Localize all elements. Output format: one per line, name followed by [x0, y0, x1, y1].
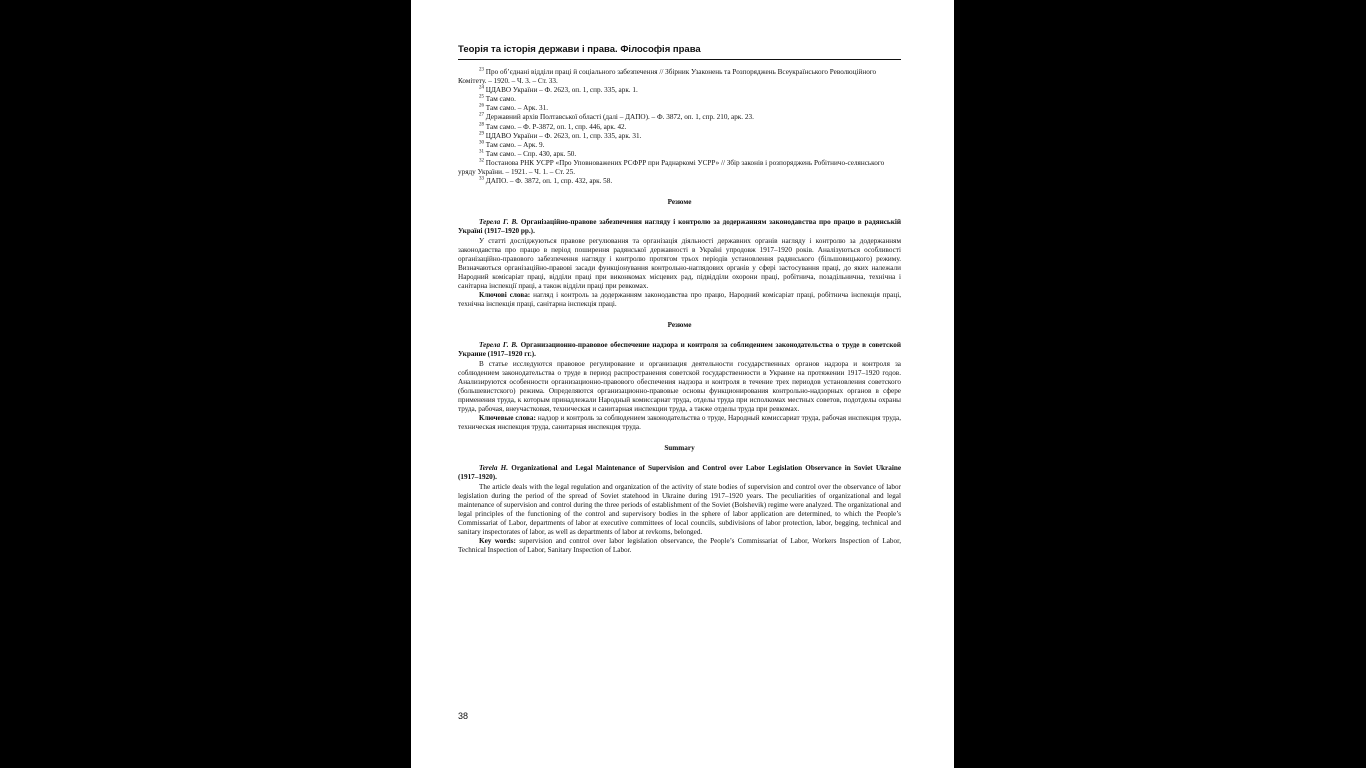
summary-english	[458, 444, 901, 555]
summary-russian	[458, 321, 901, 432]
page-body	[458, 68, 901, 555]
footnote: $^{31}$ Там само. – Спр. 430, арк. 50.	[479, 149, 577, 158]
footnote: $^{27}$ Державний архів Полтавської області (далі – ДАПО). – Ф. 3872, оп. 1, спр. 210, арк. 23.	[479, 113, 754, 122]
section-title: Терела Г. В. Организационно-правовое обеспечение надзора и контроля за соблюдением законодательства о труде в советской Украине (1917–1920 гг.).	[458, 341, 901, 359]
footnote: $^{24}$ ЦДАВО України – Ф. 2623, оп. 1, спр. 335, арк. 1.	[479, 85, 638, 95]
footnotes	[458, 68, 901, 186]
footnote: $^{26}$ Там само. – Арк. 31.	[479, 103, 548, 113]
section-heading: Summary	[664, 444, 695, 453]
section-keywords: Ключові слова: нагляд і контроль за додержанням законодавства про працю, Народний комісаріат праці, робітнича інспекція праці, технічна інспекція праці, санітарна інспекція праці.	[458, 291, 901, 309]
section-keywords: Key words: supervision and control over labor legislation observance, the People’s Commissariat of Labor, Workers Inspection of Labor, Technical Inspection of Labor, Sanitary Inspection of Labor.	[458, 537, 902, 555]
section-body: У статті досліджуються правове регулювання та організація діяльності державних органів нагляду і контролю за додержанням законодавства про працю в період поширення радянської державності в Україні упродовж 1917–1920 років. Аналізуються особливості організаційно-правового забезпечення нагляду і контролю протягом трьох періодів установлення радянського (більшовицького) режиму. Визначаються організаційно-правові засади функціонування контрольно-наглядових органів у сфері застосування праці, до яких належали Народний комісаріат праці, відділи праці при виконкомах місцевих рад, підвідділи охорони праці, робітнича, позадільнична, технічна і санітарна інспекції праці, а також відділи праці при ревкомах.	[458, 236, 901, 290]
footnote: $^{25}$ Там само.	[479, 94, 516, 104]
section-title: Терела Г. В. Організаційно-правове забезпечення нагляду і контролю за додержанням законодавства про працю в радянській Україні (1917–1920 рр.).	[458, 218, 902, 236]
footnote: $^{28}$ Там само. – Ф. Р-3872, оп. 1, спр. 446, арк. 42.	[479, 122, 627, 131]
footnote: $^{33}$ ДАПО. – Ф. 3872, оп. 1, спр. 432, арк. 58.	[479, 176, 613, 186]
footnote: $^{30}$ Там само. – Арк. 9.	[479, 140, 545, 149]
section-keywords: Ключевые слова: надзор и контроль за соблюдением законодательства о труде, Народный комиссариат труда, рабочая инспекция труда, техническая инспекция труда, санитарная инспекция труда.	[458, 414, 901, 432]
summary-ukrainian	[458, 198, 901, 309]
footnote: $^{32}$ Постанова РНК УСРР «Про Уповноважених РСФРР при Раднаркомі УСРР» // Збір законів і розпоряджень Робітничо-селянського уряду України. – 1921. – Ч. 1. – Ст. 25.	[458, 158, 885, 177]
footnote: $^{23}$ Про об’єднані відділи праці й соціального забезпечення // Збірник Узаконень та Розпоряджень Всеукраїнського Революційного Комітету. – 1920. – Ч. 3. – Ст. 33.	[458, 67, 877, 86]
document-page	[411, 0, 954, 768]
page-number: 38	[458, 711, 469, 721]
section-title: Terela H. Organizational and Legal Maintenance of Supervision and Control over Labor Legislation Observance in Soviet Ukraine (1917–1920).	[458, 464, 902, 482]
section-heading: Резюме	[667, 321, 692, 330]
section-body: The article deals with the legal regulation and organization of the activity of state bodies of supervision and control over the observance of labor legislation during the period of the spread of Soviet statehood in Ukraine during 1917–1920 years. The peculiarities of organizational and legal maintenance of supervision and control during the three periods of establishment of the Soviet (Bolshevik) regime were analyzed. The organizational and legal principles of the functioning of the control and supervisory bodies in the sphere of labor application are determined, to which the People’s Commissariat of Labor, departments of labor at executive committees of local councils, subdivisions of labor protection, labor, begging, technical and sanitary inspectorates of labor, as well as departments of labor at revkoms, belonged.	[458, 482, 901, 537]
running-header: Теорія та історія держави і права. Філософія права	[458, 44, 901, 60]
section-heading: Резюме	[667, 198, 692, 207]
footnote: $^{29}$ ЦДАВО України – Ф. 2623, оп. 1, спр. 335, арк. 31.	[479, 131, 642, 140]
section-body: В статье исследуются правовое регулирование и организация деятельности государственных органов надзора и контроля за соблюдением законодательства о труде в период распространения советской государственности в Украине на протяжении 1917–1920 годов. Анализируются особенности организационно-правового обеспечения надзора и контроля в течение трех периодов установления советского (большевистского) режима. Определяются организационно-правовые основы функционирования контрольно-надзорных органов в сфере применения труда, к которым принадлежали Народный комиссариат труда, отделы труда при исполкомах местных советов, подотделы охраны труда, рабочая, внеучастковая, техническая и санитарная инспекции труда, а также отделы труда при ревкомах.	[458, 359, 901, 413]
